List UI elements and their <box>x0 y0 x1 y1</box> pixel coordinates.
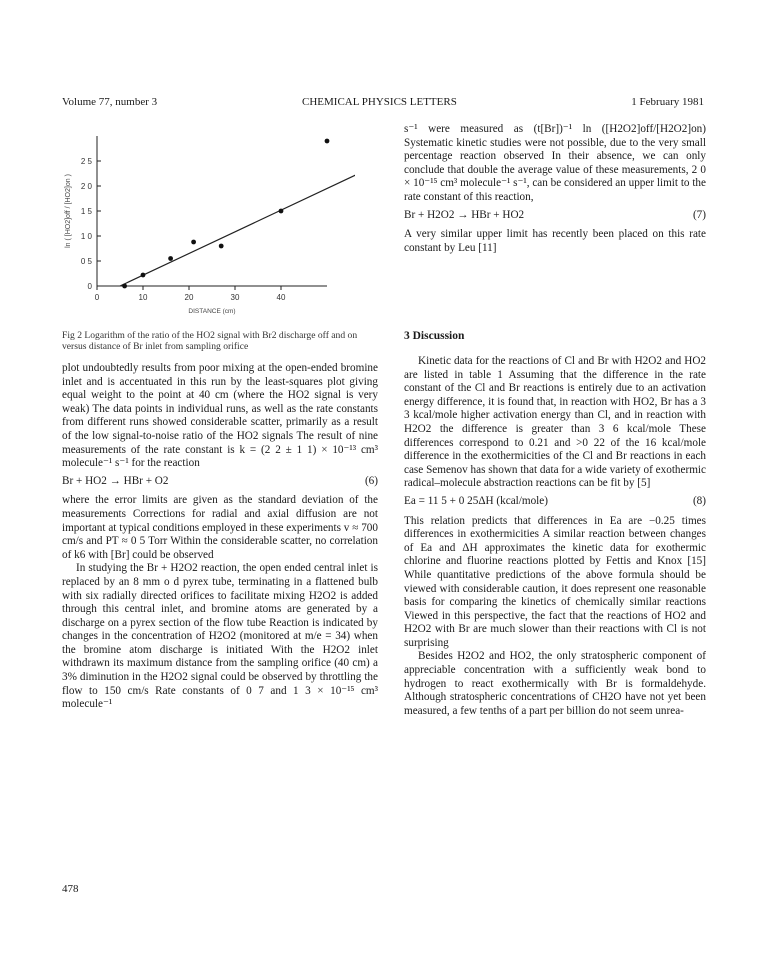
left-column <box>62 362 378 712</box>
equation-8 <box>404 495 706 509</box>
figure-caption: Fig 2 Logarithm of the ratio of the HO2 signal with Br2 discharge off and on versus distance of Br inlet from sampling orifice <box>62 330 358 352</box>
journal-title: CHEMICAL PHYSICS LETTERS <box>302 96 457 108</box>
x-tick-label: 10 <box>138 293 148 302</box>
paragraph: Besides H2O2 and HO2, the only stratospheric component of appreciable concentration with a sufficiently weak bond to hydrogen to react exothermically with Br is formaldehyde. Although stratospheric concentrations of CH2O have not yet been measured, a few tenths of a part per billion do not seem unrea- <box>404 650 706 717</box>
data-point <box>191 240 196 245</box>
data-point <box>122 284 127 289</box>
equation-number: (7) <box>692 208 706 221</box>
x-axis-label: DISTANCE (cm) <box>188 308 236 315</box>
y-tick-label: 0 <box>87 282 92 291</box>
paragraph: In studying the Br + H2O2 reaction, the open ended central inlet is replaced by an 8 mm o d pyrex tube, terminating in a flattened bulb with six radially directed orifices to facilitate mixing H2O2 is added through this central inlet, and bromine atoms are generated by a discharge on a pyrex section of the flow tube Reaction is indicated by changes in the concentration of H2O2 (monitored at m/e = 34) when the bromine atom discharge is initiated With the H2O2 inlet withdrawn its maximum distance from the sampling orifice (40 cm) a 3% diminution in the H2O2 signal could be observed by throttling the flow to 150 cm/s Rate constants of 0 7 and 1 3 × 10⁻¹⁵ cm³ molecule⁻¹ <box>62 562 378 711</box>
y-tick-label: 1 0 <box>80 232 92 241</box>
data-point <box>219 244 224 249</box>
issue-date: 1 February 1981 <box>631 96 704 108</box>
equation-number: (8) <box>692 494 706 507</box>
paragraph: A very similar upper limit has recently been placed on this rate constant by Leu [11] <box>404 228 706 254</box>
paragraph: where the error limits are given as the standard deviation of the measurements Corrections for radial and axial diffusion are not important at typical conditions employed in these experiments v ≈ 700 cm/s and PT ≈ 0 5 Torr Within the considerable scatter, no correlation of k6 with [Br] could be observed <box>62 494 378 561</box>
data-point <box>279 209 284 214</box>
equation-6 <box>62 475 378 489</box>
figure-2-plot <box>55 115 355 330</box>
paragraph: This relation predicts that differences in Ea are −0.25 times differences in exothermicities A similar reaction between changes of Ea and ΔH approximates the kinetic data for exothermic chlorine and fluorine reactions plotted by Fettis and Knox [15] While quantitative predictions of the above formula should be viewed with considerable caution, it does represent one reasonable basis for comparing the kinetics of chemically similar reactions Viewed in this perspective, the fact that the reactions of HO2 and H2O2 with Br are much slower than their reactions with Cl is not surprising <box>404 514 706 649</box>
equation-number: (6) <box>364 474 378 487</box>
journal-volume: Volume 77, number 3 <box>62 96 158 108</box>
paragraph: plot undoubtedly results from poor mixing at the open-ended bromine inlet and is accentuated in this run by the least-squares plot giving equal weight to the point at 40 cm (where the HO2 signal is very weak) The data points in individual runs, as well as the rate constants from different runs showed considerable scatter, primarily as a result of the low signal-to-noise ratio of the HO2 signals The result of nine measurements of the rate constant is k = (2 2 ± 1 1) × 10⁻¹³ cm³ molecule⁻¹ s⁻¹ for the reaction <box>62 362 378 470</box>
paragraph: Kinetic data for the reactions of Cl and Br with H2O2 and HO2 are listed in table 1 Assuming that the difference in the rate constant of the Cl and Br reactions is entirely due to an activation energy difference, it is found that, in reaction with HO2, Br has a 3 3 kcal/mole higher activation energy than Cl, and in reaction with H2O2 the difference is greater than 3 6 kcal/mole These differences correspond to 0.21 and >0 22 of the 16 kcal/mole difference in the exothermicities of the Cl and Br reactions in each case Semenov has shown that data for a wide variety of exothermic radical–molecule abstraction reactions can be fit by [5] <box>404 355 706 490</box>
equation-text: Ea = 11 5 + 0 25ΔH (kcal/mole) <box>404 494 548 507</box>
x-tick-label: 30 <box>230 293 240 302</box>
equation-text: Br + HO2 → HBr + O2 <box>62 474 169 487</box>
y-tick-label: 2 5 <box>80 157 92 166</box>
page-number: 478 <box>62 883 79 895</box>
y-tick-label: 1 5 <box>80 207 92 216</box>
x-tick-label: 20 <box>184 293 194 302</box>
paragraph: s⁻¹ were measured as (t[Br])⁻¹ ln ([H2O2]off/[H2O2]on) Systematic kinetic studies were not possible, due to the very small percentage reaction observed In their absence, we can only conclude that double the average value of these measurements, 2 0 × 10⁻¹⁵ cm³ molecule⁻¹ s⁻¹, can be considered an upper limit to the rate constant of this reaction, <box>404 123 706 203</box>
running-header <box>62 96 704 110</box>
equation-7 <box>404 209 706 223</box>
section-heading: 3 Discussion <box>404 330 465 342</box>
right-column-bottom <box>404 355 706 718</box>
data-point <box>141 273 146 278</box>
y-tick-label: 0 5 <box>80 257 92 266</box>
x-tick-label: 40 <box>276 293 286 302</box>
y-axis-label: ln ( [HO2]off / [HO2]on ) <box>65 174 72 248</box>
right-column-top <box>404 123 706 255</box>
data-point <box>168 256 173 261</box>
y-tick-label: 2 0 <box>80 182 92 191</box>
fit-line <box>120 156 355 286</box>
equation-text: Br + H2O2 → HBr + HO2 <box>404 208 525 221</box>
x-tick-label: 0 <box>94 293 100 302</box>
data-point <box>325 139 330 144</box>
